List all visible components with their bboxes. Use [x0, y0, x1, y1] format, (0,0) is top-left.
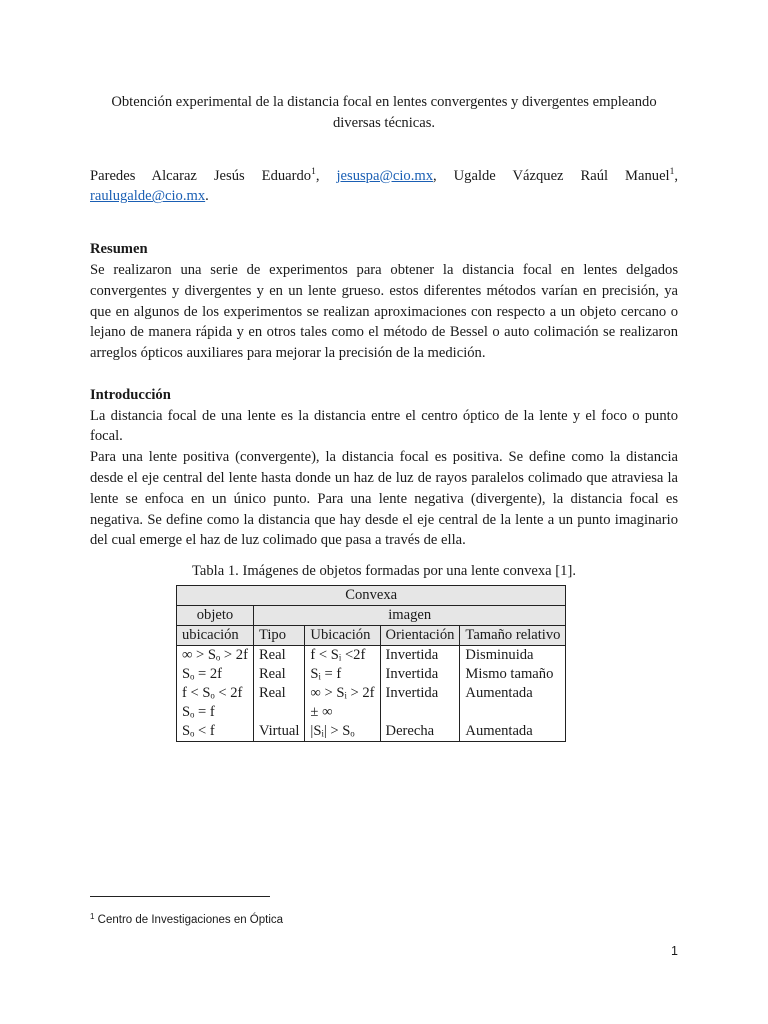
- table-cell: [253, 703, 304, 722]
- introduction-paragraph: La distancia focal de una lente es la distancia entre el centro óptico de la lente y el foco o punto focal.: [90, 407, 678, 445]
- table-cell: Aumentada: [460, 722, 566, 742]
- table-cell: Real: [253, 684, 304, 703]
- footnote-marker: 1: [90, 912, 95, 921]
- table-cell: Invertida: [380, 665, 460, 684]
- table-cell: [460, 703, 566, 722]
- page-number: 1: [671, 944, 678, 958]
- affiliation-marker: 1: [669, 166, 675, 177]
- abstract-heading: Resumen: [90, 241, 148, 258]
- table-column-header: Ubicación: [305, 626, 380, 646]
- introduction-heading: Introducción: [90, 386, 171, 403]
- table-cell: [380, 703, 460, 722]
- document-page: [90, 92, 678, 602]
- table-title-cell: Convexa: [177, 586, 566, 606]
- table-cell: Sₒ < f: [177, 722, 254, 742]
- table-cell: Aumentada: [460, 684, 566, 703]
- table-cell: |Sᵢ| > Sₒ: [305, 722, 380, 742]
- table-column-header: Tipo: [253, 626, 304, 646]
- author-name: Ugalde Vázquez Raúl Manuel: [453, 167, 670, 184]
- table-cell: Invertida: [380, 684, 460, 703]
- footnote-divider: [90, 896, 270, 897]
- table-cell: Mismo tamaño: [460, 665, 566, 684]
- author-line: Paredes Alcaraz Jesús Eduardo$^1$, jesuspa@cio.mx, Ugalde Vázquez Raúl Manuel$^1$, raulugalde@cio.mx.: [90, 166, 679, 205]
- table-cell: ∞ > Sₒ > 2f: [177, 646, 254, 666]
- table-row: [177, 722, 566, 742]
- table-cell: Sₒ = f: [177, 703, 254, 722]
- table-row: [177, 646, 566, 666]
- table-cell: ∞ > Sᵢ > 2f: [305, 684, 380, 703]
- table-group-header: imagen: [253, 606, 566, 626]
- table-cell: f < Sₒ < 2f: [177, 684, 254, 703]
- table-column-header: Orientación: [380, 626, 460, 646]
- table-cell: f < Sᵢ <2f: [305, 646, 380, 666]
- table-row: [177, 665, 566, 684]
- author-email-link[interactable]: jesuspa@cio.mx: [336, 167, 434, 184]
- table-row: [177, 684, 566, 703]
- affiliation-marker: 1: [311, 166, 316, 177]
- table-cell: ± ∞: [305, 703, 380, 722]
- table-cell: Disminuida: [460, 646, 566, 666]
- table-cell: Real: [253, 665, 304, 684]
- footnote-text: Centro de Investigaciones en Óptica: [97, 914, 284, 926]
- table-cell: Derecha: [380, 722, 460, 742]
- lens-image-table: [176, 585, 566, 742]
- table-row: [177, 703, 566, 722]
- table-cell: Sᵢ = f: [305, 665, 380, 684]
- table-cell: Sₒ = 2f: [177, 665, 254, 684]
- table-column-header: ubicación: [177, 626, 254, 646]
- abstract-text: Se realizaron una serie de experimentos para obtener la distancia focal en lentes delgados convergentes y divergentes y en un lente grueso. estos diferentes métodos varían en precisión, ya que en algunos de los experimentos se realizan aproximaciones con respecto a un objeto cercano o lejano de manera rápida y en otros tales como el método de Bessel o auto colimación se realizaron arreglos ópticos auxiliares para mejorar la precisión de la medición.: [90, 261, 678, 362]
- table-caption: Tabla 1. Imágenes de objetos formadas por una lente convexa [1].: [192, 563, 576, 580]
- author-email-link[interactable]: raulugalde@cio.mx: [90, 188, 206, 205]
- paper-title: Obtención experimental de la distancia focal en lentes convergentes y divergentes empleando diversas técnicas.: [111, 94, 657, 131]
- introduction-paragraph: Para una lente positiva (convergente), la distancia focal es positiva. Se define como la distancia desde el eje central del lente hasta donde un haz de luz de rayos paralelos colimado que atraviesa la lente se enfoca en un único punto. Para una lente negativa (divergente), la distancia focal es negativa. Se define como la distancia que hay desde el eje central de la lente a un punto imaginario del cual emerge el haz de luz colimado que pasa a través de ella.: [90, 449, 678, 549]
- author-name: Paredes Alcaraz Jesús Eduardo: [90, 167, 312, 184]
- footnote: [90, 914, 283, 926]
- table-column-header: Tamaño relativo: [460, 626, 566, 646]
- table-cell: Real: [253, 646, 304, 666]
- table-cell: Virtual: [253, 722, 304, 742]
- table-cell: Invertida: [380, 646, 460, 666]
- table-group-header: objeto: [177, 606, 254, 626]
